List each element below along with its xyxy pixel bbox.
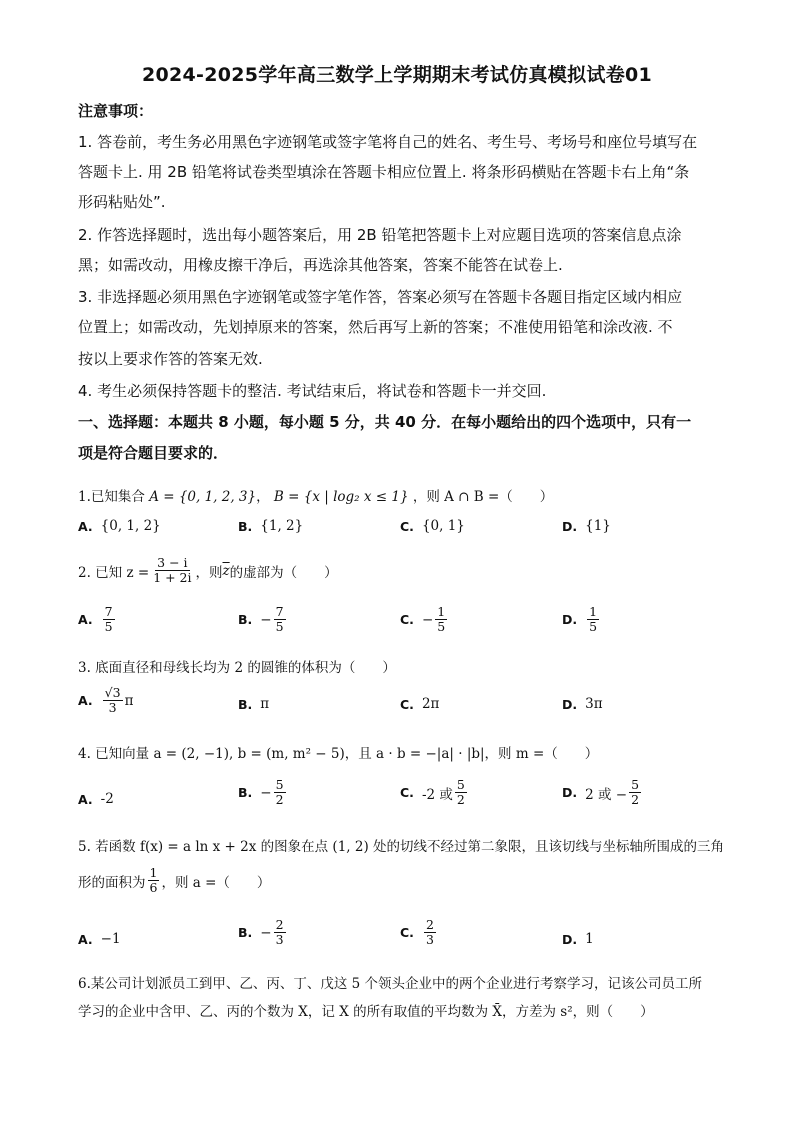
option-text: {1, 2} bbox=[260, 518, 304, 534]
fraction bbox=[274, 605, 286, 635]
notice-line: 形码粘贴处”. bbox=[78, 193, 166, 211]
fraction bbox=[103, 605, 115, 635]
fraction-denominator: 1 + 2i bbox=[153, 570, 192, 586]
q2-option-d bbox=[562, 605, 601, 635]
fraction bbox=[148, 866, 160, 896]
fraction-numerator: 7 bbox=[275, 604, 284, 619]
option-label: B. bbox=[238, 518, 253, 534]
q5-option-b bbox=[238, 918, 288, 948]
fraction-denominator: 3 bbox=[425, 932, 434, 948]
q4-option-b bbox=[238, 778, 288, 808]
q1-option-a bbox=[78, 518, 161, 534]
fraction bbox=[629, 778, 641, 808]
question-1 bbox=[78, 485, 553, 505]
q4-option-d bbox=[562, 778, 643, 808]
option-text: 1 bbox=[585, 931, 594, 947]
option-label: B. bbox=[238, 785, 253, 801]
fraction bbox=[103, 686, 123, 716]
question-5-line-1: 5. 若函数 f(x) = a ln x + 2x 的图象在点 (1, 2) 处的切线不经过第二象限，且该切线与坐标轴所围成的三角 bbox=[78, 839, 725, 855]
fraction-denominator: 3 bbox=[275, 932, 284, 948]
option-text: -2 bbox=[100, 791, 114, 807]
option-label: B. bbox=[238, 696, 253, 712]
set-a: A = {0, 1, 2, 3} bbox=[149, 489, 257, 505]
fraction-denominator: 2 bbox=[456, 792, 465, 808]
option-text: {1} bbox=[585, 518, 611, 534]
notice-line: 1. 答卷前，考生务必用黑色字迹钢笔或签字笔将自己的姓名、考生号、考场号和座位号填写在 bbox=[78, 133, 698, 151]
q3-option-c bbox=[400, 696, 439, 712]
minus-sign: − bbox=[421, 611, 434, 628]
question-6-line-1: 6.某公司计划派员工到甲、乙、丙、丁、戊这 5 个领头企业中的两个企业进行考察学习，记该公司员工所 bbox=[78, 976, 703, 992]
q1-option-c bbox=[400, 518, 465, 534]
fraction bbox=[274, 778, 286, 808]
question-4: 4. 已知向量 a = (2, −1), b = (m, m² − 5)，且 a · b = −|a| · |b|，则 m =（ ） bbox=[78, 746, 599, 762]
q2-option-c bbox=[400, 605, 449, 635]
fraction-numerator: 5 bbox=[275, 777, 284, 792]
option-text: 3π bbox=[585, 696, 603, 712]
question-2-suffix: ，则 bbox=[195, 564, 223, 581]
notice-line: 答题卡上. 用 2B 铅笔将试卷类型填涂在答题卡相应位置上. 将条形码横贴在答题卡右上角“条 bbox=[78, 163, 690, 181]
question-5-suffix: ，则 a =（ ） bbox=[161, 874, 271, 891]
fraction-denominator: 5 bbox=[437, 619, 446, 635]
option-label: A. bbox=[78, 931, 93, 947]
question-1-suffix: ，则 A ∩ B =（ ） bbox=[412, 489, 554, 505]
option-text: {0, 1} bbox=[421, 518, 465, 534]
option-label: B. bbox=[238, 925, 253, 941]
q5-option-a bbox=[78, 931, 121, 947]
fraction-denominator: 5 bbox=[275, 619, 284, 635]
option-label: C. bbox=[400, 518, 414, 534]
question-2 bbox=[78, 556, 338, 586]
question-2-prefix: 2. 已知 z = bbox=[78, 564, 150, 581]
q4-option-a bbox=[78, 791, 114, 807]
fraction-denominator: 5 bbox=[104, 619, 113, 635]
q3-option-d bbox=[562, 696, 603, 712]
fraction-numerator: 5 bbox=[456, 777, 465, 792]
z-conjugate: $\overline{z}$ bbox=[222, 562, 230, 579]
fraction-denominator: 3 bbox=[108, 700, 117, 716]
option-label: C. bbox=[400, 612, 414, 628]
option-label: A. bbox=[78, 612, 93, 628]
option-text: 2π bbox=[421, 696, 440, 712]
fraction-denominator: 5 bbox=[589, 619, 598, 635]
option-text: 2 或 − bbox=[585, 786, 628, 803]
question-3: 3. 底面直径和母线长均为 2 的圆锥的体积为（ ） bbox=[78, 660, 396, 676]
notice-line: 4. 考生必须保持答题卡的整洁. 考试结束后，将试卷和答题卡一并交回. bbox=[78, 382, 547, 400]
option-text: -2 或 bbox=[421, 786, 453, 803]
option-text: −1 bbox=[100, 931, 121, 947]
fraction-numerator: 3 − i bbox=[157, 555, 188, 570]
option-label: C. bbox=[400, 696, 414, 712]
exam-title: 2024-2025学年高三数学上学期期末考试仿真模拟试卷01 bbox=[141, 64, 653, 86]
q2-option-a bbox=[78, 605, 117, 635]
fraction-denominator: 2 bbox=[631, 792, 640, 808]
notice-line: 按以上要求作答的答案无效. bbox=[78, 350, 263, 368]
fraction-numerator: 2 bbox=[425, 917, 434, 932]
section-heading: 项是符合题目要求的． bbox=[78, 444, 229, 462]
option-label: A. bbox=[78, 693, 93, 709]
question-5-prefix: 形的面积为 bbox=[78, 874, 146, 891]
q1-option-b bbox=[238, 518, 303, 534]
fraction-denominator: 6 bbox=[149, 880, 158, 896]
fraction-numerator: 1 bbox=[437, 604, 446, 619]
section-heading: 一、选择题：本题共 8 小题，每小题 5 分，共 40 分．在每小题给出的四个选项中，只有一 bbox=[78, 413, 692, 431]
q3-option-a bbox=[78, 686, 133, 716]
notice-line: 2. 作答选择题时，选出每小题答案后，用 2B 铅笔把答题卡上对应题目选项的答案信息点涂 bbox=[78, 226, 682, 244]
option-label: A. bbox=[78, 791, 93, 807]
question-1-prefix: 1.已知集合 bbox=[78, 489, 145, 505]
option-label: B. bbox=[238, 612, 253, 628]
option-label: A. bbox=[78, 518, 93, 534]
question-5-line-2 bbox=[78, 866, 270, 896]
fraction-numerator: 5 bbox=[631, 777, 640, 792]
q5-option-c bbox=[400, 918, 438, 948]
notice-line: 位置上；如需改动，先划掉原来的答案，然后再写上新的答案；不准使用铅笔和涂改液. 不 bbox=[78, 318, 673, 336]
minus-sign: − bbox=[260, 611, 272, 628]
q1-option-d bbox=[562, 518, 611, 534]
question-6-line-2: 学习的企业中含甲、乙、丙的个数为 X，记 X 的所有取值的平均数为 X̄，方差为 s²，则（ ） bbox=[78, 1004, 654, 1020]
option-label: C. bbox=[400, 785, 414, 801]
q2-option-b bbox=[238, 605, 288, 635]
question-1-sep: ， bbox=[256, 489, 270, 505]
question-2-suffix: 的虚部为（ ） bbox=[229, 564, 338, 581]
pi-symbol: π bbox=[124, 692, 134, 709]
q3-option-b bbox=[238, 696, 269, 712]
q5-option-d bbox=[562, 931, 594, 947]
option-text: {0, 1, 2} bbox=[100, 518, 161, 534]
fraction bbox=[587, 605, 599, 635]
fraction-numerator: 1 bbox=[589, 604, 598, 619]
fraction-numerator: 1 bbox=[149, 865, 158, 880]
minus-sign: − bbox=[260, 784, 272, 801]
set-b: B = {x | log₂ x ≤ 1} bbox=[273, 489, 409, 505]
option-label: D. bbox=[562, 785, 578, 801]
option-label: D. bbox=[562, 931, 578, 947]
fraction bbox=[151, 556, 193, 586]
fraction bbox=[455, 778, 467, 808]
notice-line: 黑；如需改动，用橡皮擦干净后，再选涂其他答案，答案不能答在试卷上. bbox=[78, 256, 563, 274]
fraction-numerator: √3 bbox=[104, 685, 121, 700]
option-label: C. bbox=[400, 925, 414, 941]
notice-line: 3. 非选择题必须用黑色字迹钢笔或签字笔作答，答案必须写在答题卡各题目指定区域内相应 bbox=[78, 288, 683, 306]
option-label: D. bbox=[562, 518, 578, 534]
fraction bbox=[274, 918, 286, 948]
option-label: D. bbox=[562, 696, 578, 712]
notice-heading: 注意事项： bbox=[78, 102, 154, 120]
q4-option-c bbox=[400, 778, 469, 808]
fraction-numerator: 2 bbox=[275, 917, 284, 932]
fraction-numerator: 7 bbox=[104, 604, 113, 619]
option-text: π bbox=[260, 696, 270, 712]
fraction bbox=[424, 918, 436, 948]
fraction bbox=[435, 605, 447, 635]
fraction-denominator: 2 bbox=[275, 792, 284, 808]
minus-sign: − bbox=[260, 924, 272, 941]
option-label: D. bbox=[562, 612, 578, 628]
